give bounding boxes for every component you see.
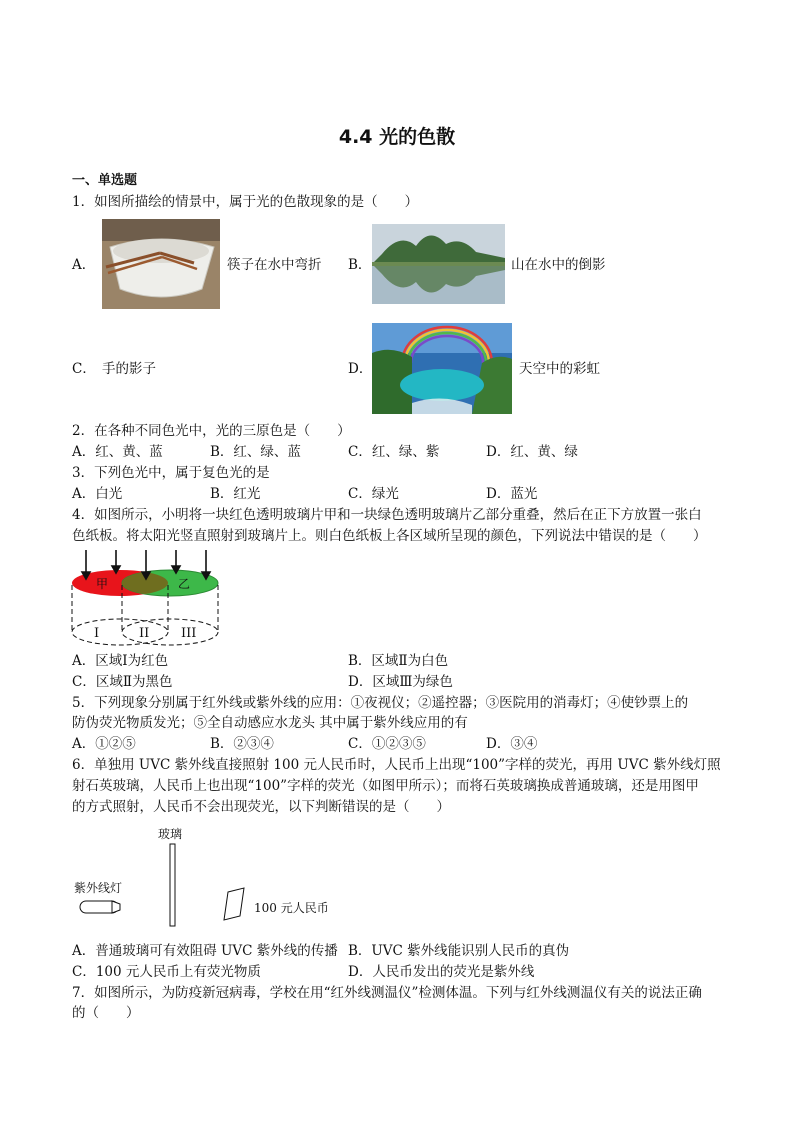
q6-option-d: D．人民币发出的荧光是紫外线 [348, 964, 535, 980]
q3-option-b: B．红光 [210, 486, 261, 502]
mountain-reflection-image [372, 224, 505, 304]
q6-option-a: A．普通玻璃可有效阻碍 UVC 紫外线的传播 [72, 943, 338, 959]
q5-option-d: D．③④ [486, 736, 538, 752]
q6-stem-line3: 的方式照射，人民币不会出现荧光，以下判断错误的是（ ） [72, 799, 450, 815]
label-yi: 乙 [178, 577, 191, 591]
banknote-icon [224, 888, 244, 920]
q4-option-c: C．区域Ⅱ为黑色 [72, 674, 173, 690]
q7-stem-line2: 的（ ） [72, 1005, 140, 1021]
q4-option-d: D．区域Ⅲ为绿色 [348, 674, 453, 690]
region-3-label: III [181, 626, 197, 641]
q1-stem: 1．如图所描绘的情景中，属于光的色散现象的是（ ） [72, 194, 419, 210]
region-2-label: II [139, 626, 150, 641]
q4-option-b: B．区域Ⅱ为白色 [348, 653, 449, 669]
q5-option-b: B．②③④ [210, 736, 274, 752]
uv-lamp-icon [80, 901, 120, 913]
q1-option-d-text: 天空中的彩虹 [519, 361, 600, 377]
q6-option-b: B．UVC 紫外线能识别人民币的真伪 [348, 943, 570, 959]
page-title: 4.4 光的色散 [338, 126, 456, 148]
q4-stem-line1: 4．如图所示，小明将一块红色透明玻璃片甲和一块绿色透明玻璃片乙部分重叠，然后在正下方放置一张白 [72, 507, 702, 523]
q3-option-d: D．蓝光 [486, 486, 538, 502]
uv-lamp-label: 紫外线灯 [74, 881, 123, 895]
q5-option-c: C．①②③⑤ [348, 736, 426, 752]
rainbow-image [372, 323, 512, 414]
q1-option-c-label: C． [72, 361, 96, 377]
q3-option-a: A．白光 [72, 486, 123, 502]
q2-option-a: A．红、黄、蓝 [72, 444, 163, 460]
q2-stem: 2．在各种不同色光中，光的三原色是（ ） [72, 423, 351, 439]
section-heading: 一、单选题 [72, 173, 138, 188]
uv-lamp-glass-figure [72, 822, 342, 930]
chopsticks-in-water-image [102, 219, 220, 309]
q5-stem-line2: 防伪荧光物质发光；⑤全自动感应水龙头 其中属于紫外线应用的有 [72, 715, 468, 731]
q1-option-a-text: 筷子在水中弯折 [227, 257, 322, 273]
q2-option-c: C．红、绿、紫 [348, 444, 440, 460]
q4-stem-line2: 色纸板。将太阳光竖直照射到玻璃片上。则白色纸板上各区域所呈现的颜色，下列说法中错误的是（ ） [72, 528, 707, 544]
q1-option-b-text: 山在水中的倒影 [511, 257, 606, 273]
q1-option-d-label: D． [348, 361, 373, 377]
q5-stem-line1: 5．下列现象分别属于红外线或紫外线的应用：①夜视仪；②遥控器；③医院用的消毒灯；④使钞票上的 [72, 695, 689, 711]
region-1-label: I [94, 626, 100, 641]
q1-option-a-label: A． [72, 257, 96, 273]
q7-stem-line1: 7．如图所示，为防疫新冠病毒，学校在用“红外线测温仪”检测体温。下列与红外线测温仪有关的说法正确 [72, 985, 702, 1001]
q6-stem-line1: 6．单独用 UVC 紫外线直接照射 100 元人民币时，人民币上出现“100”字样的荧光，再用 UVC 紫外线灯照 [72, 757, 721, 773]
glass-pane [170, 844, 175, 926]
q6-stem-line2: 射石英玻璃，人民币上也出现“100”字样的荧光（如图甲所示）；而将石英玻璃换成普通玻璃，还是用图甲 [72, 778, 699, 794]
q5-option-a: A．①②⑤ [72, 736, 136, 752]
glass-label: 玻璃 [158, 827, 183, 841]
q3-option-c: C．绿光 [348, 486, 399, 502]
q2-option-b: B．红、绿、蓝 [210, 444, 301, 460]
banknote-label: 100 元人民币 [254, 901, 329, 915]
glass-overlap-figure [66, 548, 226, 652]
q4-option-a: A．区域Ⅰ为红色 [72, 653, 169, 669]
label-jia: 甲 [96, 577, 109, 591]
q1-option-c-text: 手的影子 [102, 361, 156, 377]
q6-option-c: C．100 元人民币上有荧光物质 [72, 964, 261, 980]
q1-option-b-label: B． [348, 257, 372, 273]
q3-stem: 3．下列色光中，属于复色光的是 [72, 465, 270, 481]
q2-option-d: D．红、黄、绿 [486, 444, 578, 460]
